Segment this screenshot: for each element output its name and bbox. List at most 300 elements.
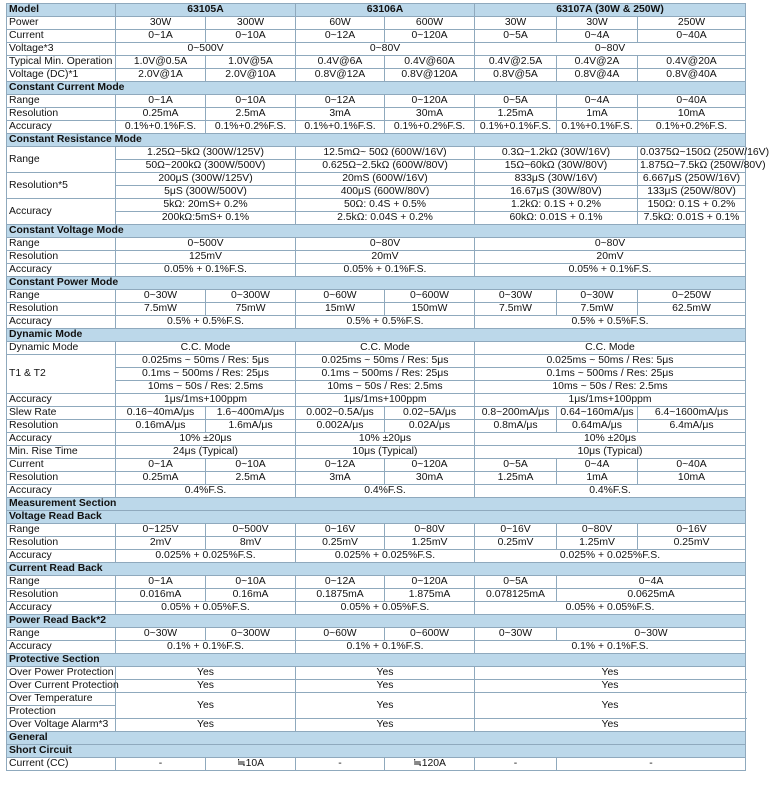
spec-value: 0~1A: [116, 576, 206, 589]
section-header-row: [7, 82, 746, 95]
row-label: Over Current Protection: [7, 680, 116, 693]
spec-row: [7, 251, 746, 264]
spec-value: 0.1ms ~ 500ms / Res: 25μs: [296, 368, 475, 381]
spec-row: [7, 316, 746, 329]
spec-value: 0.1%+0.2%F.S.: [638, 121, 746, 134]
spec-value: 0.4V@20A: [638, 56, 746, 69]
spec-row: [7, 446, 746, 459]
spec-value: Yes: [116, 680, 296, 693]
row-label: Dynamic Mode: [7, 342, 116, 355]
spec-value: 0~30W: [557, 290, 638, 303]
spec-value: 0~12A: [296, 459, 385, 472]
spec-value: 0~40A: [638, 30, 746, 43]
spec-value: 0.1%+0.2%F.S.: [385, 121, 475, 134]
spec-value: 1μs/1ms+100ppm: [475, 394, 746, 407]
spec-value: 0.1ms ~ 500ms / Res: 25μs: [475, 368, 746, 381]
spec-value: 0~60W: [296, 290, 385, 303]
row-label: Accuracy: [7, 602, 116, 615]
row-label: Range: [7, 238, 116, 251]
spec-value: 0.8V@12A: [296, 69, 385, 82]
spec-value: 0.1%+0.2%F.S.: [206, 121, 296, 134]
spec-row: [7, 550, 746, 563]
spec-value: 0.025% + 0.025%F.S.: [116, 550, 296, 563]
spec-value: 0.1% + 0.1%F.S.: [475, 641, 746, 654]
spec-value: 1.875Ω~7.5kΩ (250W/80V): [638, 160, 746, 173]
spec-row: [7, 108, 746, 121]
spec-value: 0.0625mA: [557, 589, 746, 602]
spec-row: [7, 17, 746, 30]
spec-value: 10μs (Typical): [296, 446, 475, 459]
spec-value: 1.25mA: [475, 108, 557, 121]
spec-value: 0.1%+0.1%F.S.: [557, 121, 638, 134]
spec-value: 1.0V@5A: [206, 56, 296, 69]
spec-row: [7, 680, 746, 693]
spec-value: Yes: [116, 693, 296, 719]
row-label: Slew Rate: [7, 407, 116, 420]
spec-value: 0.025ms ~ 50ms / Res: 5μs: [296, 355, 475, 368]
row-label: Accuracy: [7, 485, 116, 498]
spec-value: 1mA: [557, 472, 638, 485]
spec-row: [7, 95, 746, 108]
section-title: Power Read Back*2: [7, 615, 746, 628]
spec-value: 0.1%+0.1%F.S.: [296, 121, 385, 134]
spec-value: 0~30W: [557, 628, 746, 641]
spec-value: 0~16V: [296, 524, 385, 537]
spec-value: Yes: [475, 719, 746, 732]
row-label: Range: [7, 290, 116, 303]
spec-value: 7.5kΩ: 0.01S + 0.1%: [638, 212, 746, 225]
spec-row: [7, 355, 746, 368]
spec-value: 0~5A: [475, 576, 557, 589]
row-label: Resolution: [7, 537, 116, 550]
spec-value: 0.8mA/μs: [475, 420, 557, 433]
spec-value: 2.5mA: [206, 108, 296, 121]
spec-value: 0.4%F.S.: [296, 485, 475, 498]
spec-value: 0.25mV: [296, 537, 385, 550]
spec-row: [7, 602, 746, 615]
row-label: Current (CC): [7, 758, 116, 771]
spec-value: 0~4A: [557, 459, 638, 472]
spec-value: Yes: [296, 719, 475, 732]
spec-value: 2.5kΩ: 0.04S + 0.2%: [296, 212, 475, 225]
spec-value: 20mV: [296, 251, 475, 264]
spec-row: [7, 407, 746, 420]
row-label: Protection: [7, 706, 116, 719]
spec-value: 0~16V: [475, 524, 557, 537]
row-label: Range: [7, 576, 116, 589]
spec-row: [7, 758, 746, 771]
spec-value: 0~500V: [206, 524, 296, 537]
spec-value: 0~12A: [296, 95, 385, 108]
spec-value: 0~80V: [385, 524, 475, 537]
spec-value: 3mA: [296, 108, 385, 121]
section-title: Constant Power Mode: [7, 277, 746, 290]
spec-value: 0.078125mA: [475, 589, 557, 602]
spec-row: [7, 693, 746, 706]
spec-value: 7.5mW: [116, 303, 206, 316]
spec-value: 200μS (300W/125V): [116, 173, 296, 186]
row-label: Over Temperature: [7, 693, 116, 706]
spec-row: [7, 719, 746, 732]
row-label: Accuracy: [7, 641, 116, 654]
spec-value: 5μS (300W/500V): [116, 186, 296, 199]
spec-value: 0.002~0.5A/μs: [296, 407, 385, 420]
spec-value: 0.1% + 0.1%F.S.: [296, 641, 475, 654]
spec-value: 20mS (600W/16V): [296, 173, 475, 186]
spec-row: [7, 459, 746, 472]
spec-value: 6.4mA/μs: [638, 420, 746, 433]
spec-value: 1.25mA: [475, 472, 557, 485]
spec-value: 12.5mΩ~ 50Ω (600W/16V): [296, 147, 475, 160]
spec-value: 10μs (Typical): [475, 446, 746, 459]
spec-value: 0~10A: [206, 576, 296, 589]
row-label: Min. Rise Time: [7, 446, 116, 459]
spec-value: 10ms ~ 50s / Res: 2.5ms: [116, 381, 296, 394]
spec-row: [7, 589, 746, 602]
spec-value: 0~4A: [557, 95, 638, 108]
spec-value: 2mV: [116, 537, 206, 550]
spec-value: 0~500V: [116, 238, 296, 251]
spec-value: 0~125V: [116, 524, 206, 537]
spec-value: 30W: [557, 17, 638, 30]
spec-value: 0.4V@6A: [296, 56, 385, 69]
spec-table-body: [7, 4, 769, 771]
row-label: Accuracy: [7, 394, 116, 407]
spec-value: 2.0V@10A: [206, 69, 296, 82]
spec-value: 1μs/1ms+100ppm: [116, 394, 296, 407]
spec-value: 0.8V@4A: [557, 69, 638, 82]
spec-value: 20mV: [475, 251, 746, 264]
section-title: Measurement Section: [7, 498, 746, 511]
spec-value: Yes: [475, 667, 746, 680]
spec-value: 1.2kΩ: 0.1S + 0.2%: [475, 199, 638, 212]
spec-value: 1.6mA/μs: [206, 420, 296, 433]
spec-row: [7, 56, 746, 69]
spec-value: Yes: [296, 667, 475, 680]
spec-row: [7, 173, 746, 186]
spec-value: 600W: [385, 17, 475, 30]
spec-value: 1.25Ω~5kΩ (300W/125V): [116, 147, 296, 160]
spec-value: 0.8V@40A: [638, 69, 746, 82]
spec-row: [7, 368, 746, 381]
row-label: Resolution: [7, 108, 116, 121]
section-header-row: [7, 745, 746, 758]
row-label: Range: [7, 628, 116, 641]
spec-row: [7, 30, 746, 43]
spec-value: ≒120A: [385, 758, 475, 771]
spec-value: 0.25mV: [638, 537, 746, 550]
spec-value: 6.4~1600mA/μs: [638, 407, 746, 420]
spec-value: -: [116, 758, 206, 771]
spec-value: C.C. Mode: [296, 342, 475, 355]
spec-value: 0.02~5A/μs: [385, 407, 475, 420]
spec-value: 0.002A/μs: [296, 420, 385, 433]
spec-value: 2.5mA: [206, 472, 296, 485]
row-label: Resolution*5: [7, 173, 116, 199]
model-header-row: [7, 4, 746, 17]
section-header-row: [7, 615, 746, 628]
spec-value: 0~600W: [385, 290, 475, 303]
section-header-row: [7, 732, 746, 745]
spec-value: 0~40A: [638, 95, 746, 108]
spec-value: 0.1875mA: [296, 589, 385, 602]
spec-value: 0.05% + 0.1%F.S.: [116, 264, 296, 277]
spec-value: -: [475, 758, 557, 771]
spec-value: 0~120A: [385, 576, 475, 589]
spec-row: [7, 394, 746, 407]
spec-value: 0.1%+0.1%F.S.: [116, 121, 206, 134]
spec-row: [7, 160, 746, 173]
row-label: Range: [7, 95, 116, 108]
spec-value: 0~4A: [557, 30, 638, 43]
spec-value: 0.8V@5A: [475, 69, 557, 82]
spec-value: 1mA: [557, 108, 638, 121]
spec-value: 0.4V@60A: [385, 56, 475, 69]
spec-value: 0~80V: [475, 238, 746, 251]
spec-value: 16.67μS (30W/80V): [475, 186, 638, 199]
spec-row: [7, 628, 746, 641]
section-header-row: [7, 654, 746, 667]
row-label: Range: [7, 147, 116, 173]
row-label: Over Power Protection: [7, 667, 116, 680]
spec-value: 1.25mV: [385, 537, 475, 550]
section-header-row: [7, 277, 746, 290]
spec-row: [7, 290, 746, 303]
row-label: Resolution: [7, 251, 116, 264]
spec-row: [7, 433, 746, 446]
section-title: Constant Current Mode: [7, 82, 746, 95]
spec-value: Yes: [296, 680, 475, 693]
spec-value: 30mA: [385, 472, 475, 485]
spec-value: 0.025ms ~ 50ms / Res: 5μs: [475, 355, 746, 368]
spec-value: 10% ±20μs: [116, 433, 296, 446]
spec-value: 0.025% + 0.025%F.S.: [475, 550, 746, 563]
spec-value: 0.5% + 0.5%F.S.: [475, 316, 746, 329]
spec-value: 0~4A: [557, 576, 746, 589]
spec-value: 0~60W: [296, 628, 385, 641]
spec-value: 0.025ms ~ 50ms / Res: 5μs: [116, 355, 296, 368]
section-title: General: [7, 732, 746, 745]
spec-value: 0.25mV: [475, 537, 557, 550]
spec-value: 200kΩ:5mS+ 0.1%: [116, 212, 296, 225]
section-title: Current Read Back: [7, 563, 746, 576]
spec-value: 60kΩ: 0.01S + 0.1%: [475, 212, 638, 225]
spec-table: [6, 3, 769, 771]
row-label: Voltage*3: [7, 43, 116, 56]
spec-value: 1.0V@0.5A: [116, 56, 206, 69]
spec-value: 7.5mW: [475, 303, 557, 316]
spec-value: 0~300W: [206, 290, 296, 303]
section-header-row: [7, 329, 746, 342]
spec-value: 400μS (600W/80V): [296, 186, 475, 199]
spec-value: 0~40A: [638, 459, 746, 472]
row-label: Resolution: [7, 420, 116, 433]
row-label: Accuracy: [7, 121, 116, 134]
spec-value: 0.1%+0.1%F.S.: [475, 121, 557, 134]
spec-value: 1.25mV: [557, 537, 638, 550]
section-title: Constant Voltage Mode: [7, 225, 746, 238]
row-label: Current: [7, 30, 116, 43]
row-label: Power: [7, 17, 116, 30]
spec-value: 0.05% + 0.05%F.S.: [116, 602, 296, 615]
spec-value: 0~80V: [296, 238, 475, 251]
spec-value: 250W: [638, 17, 746, 30]
row-label: T1 & T2: [7, 355, 116, 394]
spec-value: 125mV: [116, 251, 296, 264]
spec-value: 0~5A: [475, 459, 557, 472]
spec-value: 150mW: [385, 303, 475, 316]
section-title: Constant Resistance Mode: [7, 134, 746, 147]
spec-value: 833μS (30W/16V): [475, 173, 638, 186]
spec-value: 1μs/1ms+100ppm: [296, 394, 475, 407]
spec-row: [7, 524, 746, 537]
spec-value: -: [557, 758, 746, 771]
spec-value: 2.0V@1A: [116, 69, 206, 82]
spec-value: 62.5mW: [638, 303, 746, 316]
spec-value: 0.5% + 0.5%F.S.: [296, 316, 475, 329]
spec-value: 0.025% + 0.025%F.S.: [296, 550, 475, 563]
spec-value: ≒10A: [206, 758, 296, 771]
section-title: Dynamic Mode: [7, 329, 746, 342]
spec-value: 133μS (250W/80V): [638, 186, 746, 199]
row-label: Model: [7, 4, 116, 17]
section-title: Short Circuit: [7, 745, 746, 758]
spec-value: 0~120A: [385, 95, 475, 108]
spec-value: 0.625Ω~2.5kΩ (600W/80V): [296, 160, 475, 173]
spec-value: 0.8~200mA/μs: [475, 407, 557, 420]
row-label: Accuracy: [7, 316, 116, 329]
spec-value: 10ms ~ 50s / Res: 2.5ms: [475, 381, 746, 394]
spec-value: 0.05% + 0.1%F.S.: [296, 264, 475, 277]
spec-value: 0~12A: [296, 576, 385, 589]
row-label: Range: [7, 524, 116, 537]
spec-row: [7, 186, 746, 199]
spec-value: 0~80V: [475, 43, 746, 56]
section-title: Protective Section: [7, 654, 746, 667]
spec-value: 0.0375Ω~150Ω (250W/16V): [638, 147, 746, 160]
row-label: Accuracy: [7, 550, 116, 563]
row-label: Typical Min. Operation: [7, 56, 116, 69]
spec-value: 0~30W: [116, 290, 206, 303]
spec-value: 0~10A: [206, 95, 296, 108]
spec-value: 0.16mA/μs: [116, 420, 206, 433]
row-label: Accuracy: [7, 199, 116, 225]
spec-value: 10mA: [638, 472, 746, 485]
section-title: Voltage Read Back: [7, 511, 746, 524]
spec-row: [7, 641, 746, 654]
spec-value: 0.016mA: [116, 589, 206, 602]
spec-row: [7, 147, 746, 160]
row-label: Resolution: [7, 589, 116, 602]
section-header-row: [7, 134, 746, 147]
spec-value: 0~30W: [475, 628, 557, 641]
spec-value: 300W: [206, 17, 296, 30]
spec-value: 0~30W: [475, 290, 557, 303]
spec-value: C.C. Mode: [475, 342, 746, 355]
spec-value: Yes: [116, 667, 296, 680]
spec-value: 0~500V: [116, 43, 296, 56]
spec-value: 0.02A/μs: [385, 420, 475, 433]
spec-value: Yes: [116, 719, 296, 732]
spec-row: [7, 43, 746, 56]
spec-value: 0~120A: [385, 459, 475, 472]
spec-value: 75mW: [206, 303, 296, 316]
spec-value: C.C. Mode: [116, 342, 296, 355]
spec-row: [7, 212, 746, 225]
row-label: Voltage (DC)*1: [7, 69, 116, 82]
spec-value: 6.667μS (250W/16V): [638, 173, 746, 186]
spec-value: 7.5mW: [557, 303, 638, 316]
spec-value: 50Ω~200kΩ (300W/500V): [116, 160, 296, 173]
row-label: Over Voltage Alarm*3: [7, 719, 116, 732]
spec-value: 0~10A: [206, 459, 296, 472]
spec-value: 5kΩ: 20mS+ 0.2%: [116, 199, 296, 212]
spec-value: 1.6~400mA/μs: [206, 407, 296, 420]
spec-value: Yes: [296, 693, 475, 719]
spec-row: [7, 303, 746, 316]
spec-value: 0~12A: [296, 30, 385, 43]
spec-value: Yes: [475, 680, 746, 693]
spec-value: 1.875mA: [385, 589, 475, 602]
spec-value: 30W: [475, 17, 557, 30]
spec-value: 0~300W: [206, 628, 296, 641]
spec-value: 8mV: [206, 537, 296, 550]
spec-value: 0.16~40mA/μs: [116, 407, 206, 420]
spec-value: 15mW: [296, 303, 385, 316]
spec-row: [7, 485, 746, 498]
spec-value: 0~600W: [385, 628, 475, 641]
spec-value: 0.4%F.S.: [475, 485, 746, 498]
row-label: Accuracy: [7, 433, 116, 446]
spec-value: 0~250W: [638, 290, 746, 303]
spec-value: 0.1ms ~ 500ms / Res: 25μs: [116, 368, 296, 381]
spec-value: Yes: [475, 693, 746, 719]
spec-value: 0.25mA: [116, 108, 206, 121]
spec-value: 63107A (30W & 250W): [475, 4, 746, 17]
spec-value: 0~30W: [116, 628, 206, 641]
spec-value: 0.05% + 0.05%F.S.: [296, 602, 475, 615]
spec-value: 30mA: [385, 108, 475, 121]
section-header-row: [7, 498, 746, 511]
spec-value: 0.64mA/μs: [557, 420, 638, 433]
spec-value: 0.4V@2A: [557, 56, 638, 69]
spec-value: 10mA: [638, 108, 746, 121]
spec-value: 0~80V: [557, 524, 638, 537]
section-header-row: [7, 511, 746, 524]
spec-value: 0~5A: [475, 95, 557, 108]
spec-value: 15Ω~60kΩ (30W/80V): [475, 160, 638, 173]
section-header-row: [7, 563, 746, 576]
spec-value: 0.25mA: [116, 472, 206, 485]
spec-row: [7, 264, 746, 277]
spec-value: 60W: [296, 17, 385, 30]
spec-value: 10% ±20μs: [475, 433, 746, 446]
spec-value: 0.8V@120A: [385, 69, 475, 82]
spec-value: 0~80V: [296, 43, 475, 56]
spec-row: [7, 199, 746, 212]
spec-value: 0.05% + 0.05%F.S.: [475, 602, 746, 615]
spec-value: 0~1A: [116, 459, 206, 472]
spec-row: [7, 121, 746, 134]
spec-row: [7, 69, 746, 82]
spec-row: [7, 238, 746, 251]
spec-row: [7, 420, 746, 433]
row-label: Resolution: [7, 303, 116, 316]
spec-value: 0~10A: [206, 30, 296, 43]
spec-value: 3mA: [296, 472, 385, 485]
row-label: Resolution: [7, 472, 116, 485]
spec-row: [7, 381, 746, 394]
